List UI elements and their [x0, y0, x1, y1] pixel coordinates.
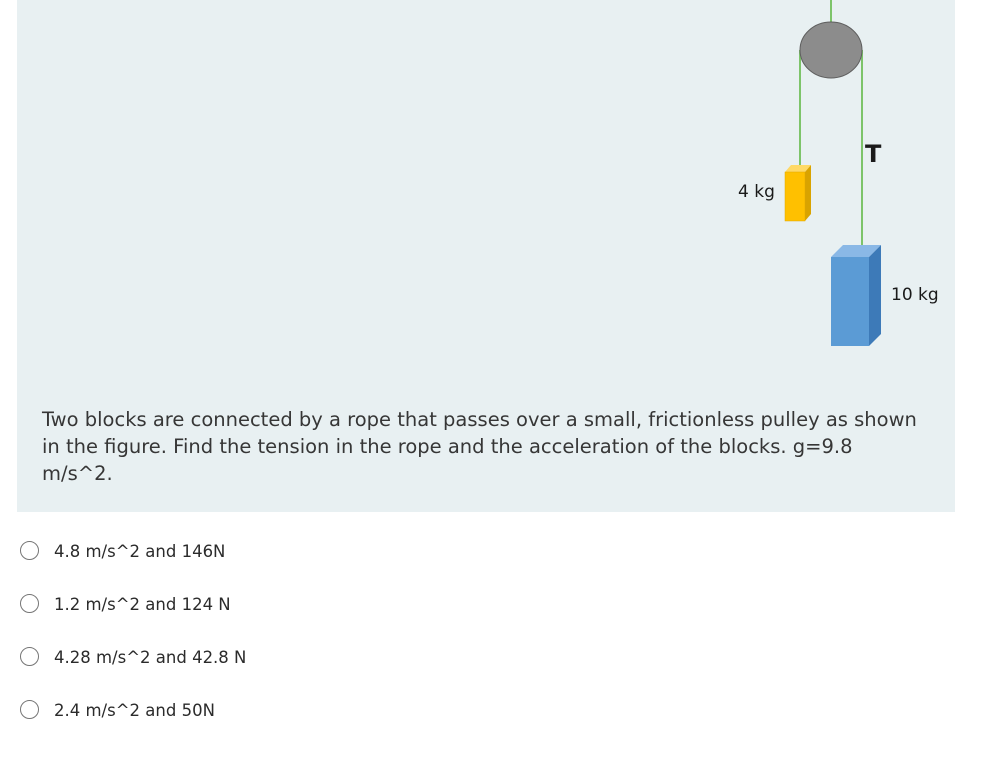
pulley: [800, 22, 862, 78]
answer-option[interactable]: [17, 589, 617, 642]
answer-option[interactable]: [17, 695, 617, 748]
answer-options: [17, 536, 617, 748]
answer-label: 4.8 m/s^2 and 146N: [54, 542, 226, 561]
tension-label: T: [865, 140, 882, 168]
answer-label: 2.4 m/s^2 and 50N: [54, 701, 215, 720]
large-mass-label: 10 kg: [891, 285, 939, 305]
radio-button[interactable]: [20, 594, 39, 613]
radio-button[interactable]: [20, 700, 39, 719]
answer-option[interactable]: [17, 536, 617, 589]
radio-button[interactable]: [20, 541, 39, 560]
small-block: [785, 165, 811, 221]
radio-button[interactable]: [20, 647, 39, 666]
question-text: Two blocks are connected by a rope that passes over a small, frictionless pulley as shown in the figure. Find the tension in the rope and the acceleration of the blocks. g=9.8 m/s^2.: [42, 408, 917, 485]
answer-label: 4.28 m/s^2 and 42.8 N: [54, 648, 247, 667]
pulley-figure: [17, 0, 955, 380]
pulley-diagram: [17, 0, 955, 380]
question-panel: [17, 0, 955, 512]
small-mass-label: 4 kg: [738, 182, 775, 202]
large-block: [831, 245, 881, 346]
answer-label: 1.2 m/s^2 and 124 N: [54, 595, 231, 614]
answer-option[interactable]: [17, 642, 617, 695]
